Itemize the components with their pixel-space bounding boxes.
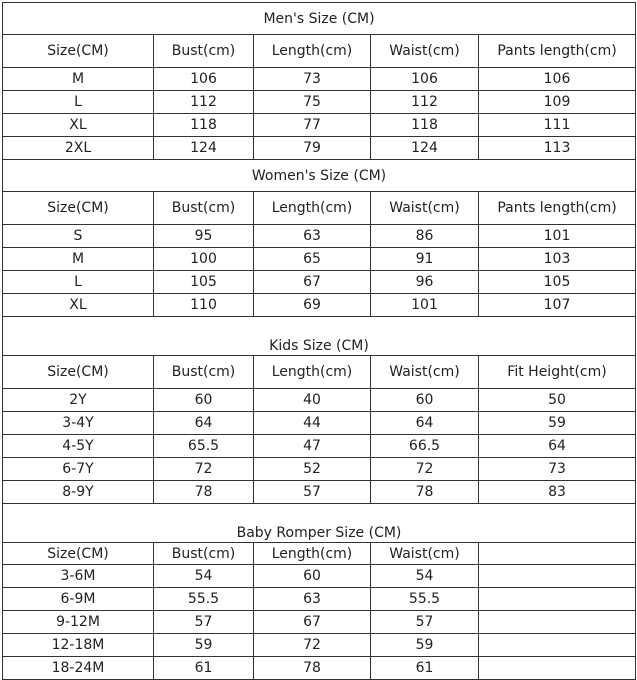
table-cell: 2Y bbox=[3, 389, 154, 412]
table-cell: 54 bbox=[154, 565, 254, 588]
table-cell: 54 bbox=[371, 565, 479, 588]
column-header: Bust(cm) bbox=[154, 543, 254, 565]
table-row bbox=[3, 588, 636, 611]
table-row bbox=[3, 389, 636, 412]
table-cell: 57 bbox=[371, 611, 479, 634]
table-cell: 55.5 bbox=[371, 588, 479, 611]
table-cell: 66.5 bbox=[371, 435, 479, 458]
table-cell: S bbox=[3, 225, 154, 248]
table-cell: 55.5 bbox=[154, 588, 254, 611]
table-cell: 106 bbox=[154, 68, 254, 91]
table-cell: 103 bbox=[479, 248, 636, 271]
table-row bbox=[3, 294, 636, 317]
table-cell: 72 bbox=[371, 458, 479, 481]
table-cell: L bbox=[3, 91, 154, 114]
table-cell: 2XL bbox=[3, 137, 154, 160]
women-title-row bbox=[3, 160, 636, 192]
table-cell: 69 bbox=[254, 294, 371, 317]
table-cell: 110 bbox=[154, 294, 254, 317]
table-cell: 44 bbox=[254, 412, 371, 435]
column-header: Waist(cm) bbox=[371, 192, 479, 225]
table-cell: 106 bbox=[479, 68, 636, 91]
table-cell: 57 bbox=[154, 611, 254, 634]
men-section-title: Men's Size (CM) bbox=[3, 3, 636, 35]
table-row bbox=[3, 68, 636, 91]
column-header: Pants length(cm) bbox=[479, 192, 636, 225]
table-cell: 72 bbox=[254, 634, 371, 657]
column-header: Size(CM) bbox=[3, 543, 154, 565]
table-cell: XL bbox=[3, 294, 154, 317]
table-cell: 112 bbox=[154, 91, 254, 114]
table-row bbox=[3, 271, 636, 294]
table-cell: 47 bbox=[254, 435, 371, 458]
column-header: Bust(cm) bbox=[154, 192, 254, 225]
table-cell: 105 bbox=[154, 271, 254, 294]
table-cell: 60 bbox=[371, 389, 479, 412]
table-cell: 59 bbox=[479, 412, 636, 435]
table-cell: 112 bbox=[371, 91, 479, 114]
women-header-row bbox=[3, 192, 636, 225]
table-cell: 78 bbox=[371, 481, 479, 504]
column-header: Length(cm) bbox=[254, 35, 371, 68]
table-row bbox=[3, 565, 636, 588]
column-header: Waist(cm) bbox=[371, 543, 479, 565]
table-cell: 107 bbox=[479, 294, 636, 317]
column-header: Size(CM) bbox=[3, 356, 154, 389]
table-row bbox=[3, 634, 636, 657]
table-cell: 111 bbox=[479, 114, 636, 137]
table-cell: 83 bbox=[479, 481, 636, 504]
baby-title-row bbox=[3, 504, 636, 543]
table-cell: 106 bbox=[371, 68, 479, 91]
table-cell: 77 bbox=[254, 114, 371, 137]
table-cell: 100 bbox=[154, 248, 254, 271]
table-row bbox=[3, 412, 636, 435]
column-header bbox=[479, 543, 636, 565]
column-header: Size(CM) bbox=[3, 192, 154, 225]
column-header: Length(cm) bbox=[254, 356, 371, 389]
column-header: Bust(cm) bbox=[154, 356, 254, 389]
table-cell: 6-9M bbox=[3, 588, 154, 611]
kids-header-row bbox=[3, 356, 636, 389]
table-cell: 64 bbox=[154, 412, 254, 435]
women-section-title: Women's Size (CM) bbox=[3, 160, 636, 192]
table-cell: 60 bbox=[254, 565, 371, 588]
column-header: Length(cm) bbox=[254, 192, 371, 225]
table-row bbox=[3, 248, 636, 271]
baby-section-title: Baby Romper Size (CM) bbox=[3, 504, 636, 543]
table-cell: 63 bbox=[254, 588, 371, 611]
table-row bbox=[3, 481, 636, 504]
table-cell: 101 bbox=[479, 225, 636, 248]
table-cell: 65.5 bbox=[154, 435, 254, 458]
table-cell: 59 bbox=[154, 634, 254, 657]
table-cell bbox=[479, 611, 636, 634]
table-cell: 79 bbox=[254, 137, 371, 160]
table-cell: M bbox=[3, 68, 154, 91]
table-cell: 67 bbox=[254, 611, 371, 634]
table-cell: 124 bbox=[154, 137, 254, 160]
table-cell: 61 bbox=[154, 657, 254, 680]
table-cell: 6-7Y bbox=[3, 458, 154, 481]
table-cell: 86 bbox=[371, 225, 479, 248]
table-cell: XL bbox=[3, 114, 154, 137]
table-cell: 4-5Y bbox=[3, 435, 154, 458]
table-cell: 101 bbox=[371, 294, 479, 317]
table-cell: 118 bbox=[154, 114, 254, 137]
men-header-row bbox=[3, 35, 636, 68]
table-cell: 72 bbox=[154, 458, 254, 481]
column-header: Waist(cm) bbox=[371, 35, 479, 68]
table-cell: 50 bbox=[479, 389, 636, 412]
table-cell: 95 bbox=[154, 225, 254, 248]
table-cell: 60 bbox=[154, 389, 254, 412]
table-cell: 73 bbox=[479, 458, 636, 481]
table-cell: 91 bbox=[371, 248, 479, 271]
table-cell: 105 bbox=[479, 271, 636, 294]
kids-section-title: Kids Size (CM) bbox=[3, 317, 636, 356]
table-cell: L bbox=[3, 271, 154, 294]
kids-title-row bbox=[3, 317, 636, 356]
table-cell: 65 bbox=[254, 248, 371, 271]
table-cell: 18-24M bbox=[3, 657, 154, 680]
table-row bbox=[3, 611, 636, 634]
table-row bbox=[3, 91, 636, 114]
table-cell: 3-4Y bbox=[3, 412, 154, 435]
size-chart-table bbox=[2, 2, 636, 680]
table-cell bbox=[479, 657, 636, 680]
table-row bbox=[3, 114, 636, 137]
baby-header-row bbox=[3, 543, 636, 565]
table-cell: 67 bbox=[254, 271, 371, 294]
table-cell bbox=[479, 588, 636, 611]
table-cell: 113 bbox=[479, 137, 636, 160]
table-cell: 78 bbox=[154, 481, 254, 504]
table-row bbox=[3, 657, 636, 680]
column-header: Length(cm) bbox=[254, 543, 371, 565]
table-cell: 12-18M bbox=[3, 634, 154, 657]
table-cell: 52 bbox=[254, 458, 371, 481]
column-header: Bust(cm) bbox=[154, 35, 254, 68]
table-row bbox=[3, 458, 636, 481]
table-cell: 9-12M bbox=[3, 611, 154, 634]
table-cell: 63 bbox=[254, 225, 371, 248]
table-cell: 3-6M bbox=[3, 565, 154, 588]
table-cell: 109 bbox=[479, 91, 636, 114]
table-cell: M bbox=[3, 248, 154, 271]
table-cell: 124 bbox=[371, 137, 479, 160]
table-cell: 8-9Y bbox=[3, 481, 154, 504]
table-row bbox=[3, 435, 636, 458]
table-cell: 96 bbox=[371, 271, 479, 294]
table-cell bbox=[479, 634, 636, 657]
table-row bbox=[3, 137, 636, 160]
table-cell: 118 bbox=[371, 114, 479, 137]
table-cell: 40 bbox=[254, 389, 371, 412]
column-header: Fit Height(cm) bbox=[479, 356, 636, 389]
table-cell: 64 bbox=[371, 412, 479, 435]
table-cell: 64 bbox=[479, 435, 636, 458]
table-cell: 57 bbox=[254, 481, 371, 504]
table-cell: 75 bbox=[254, 91, 371, 114]
column-header: Waist(cm) bbox=[371, 356, 479, 389]
table-row bbox=[3, 225, 636, 248]
table-cell bbox=[479, 565, 636, 588]
table-cell: 73 bbox=[254, 68, 371, 91]
table-cell: 78 bbox=[254, 657, 371, 680]
column-header: Size(CM) bbox=[3, 35, 154, 68]
column-header: Pants length(cm) bbox=[479, 35, 636, 68]
men-title-row bbox=[3, 3, 636, 35]
table-cell: 59 bbox=[371, 634, 479, 657]
table-cell: 61 bbox=[371, 657, 479, 680]
